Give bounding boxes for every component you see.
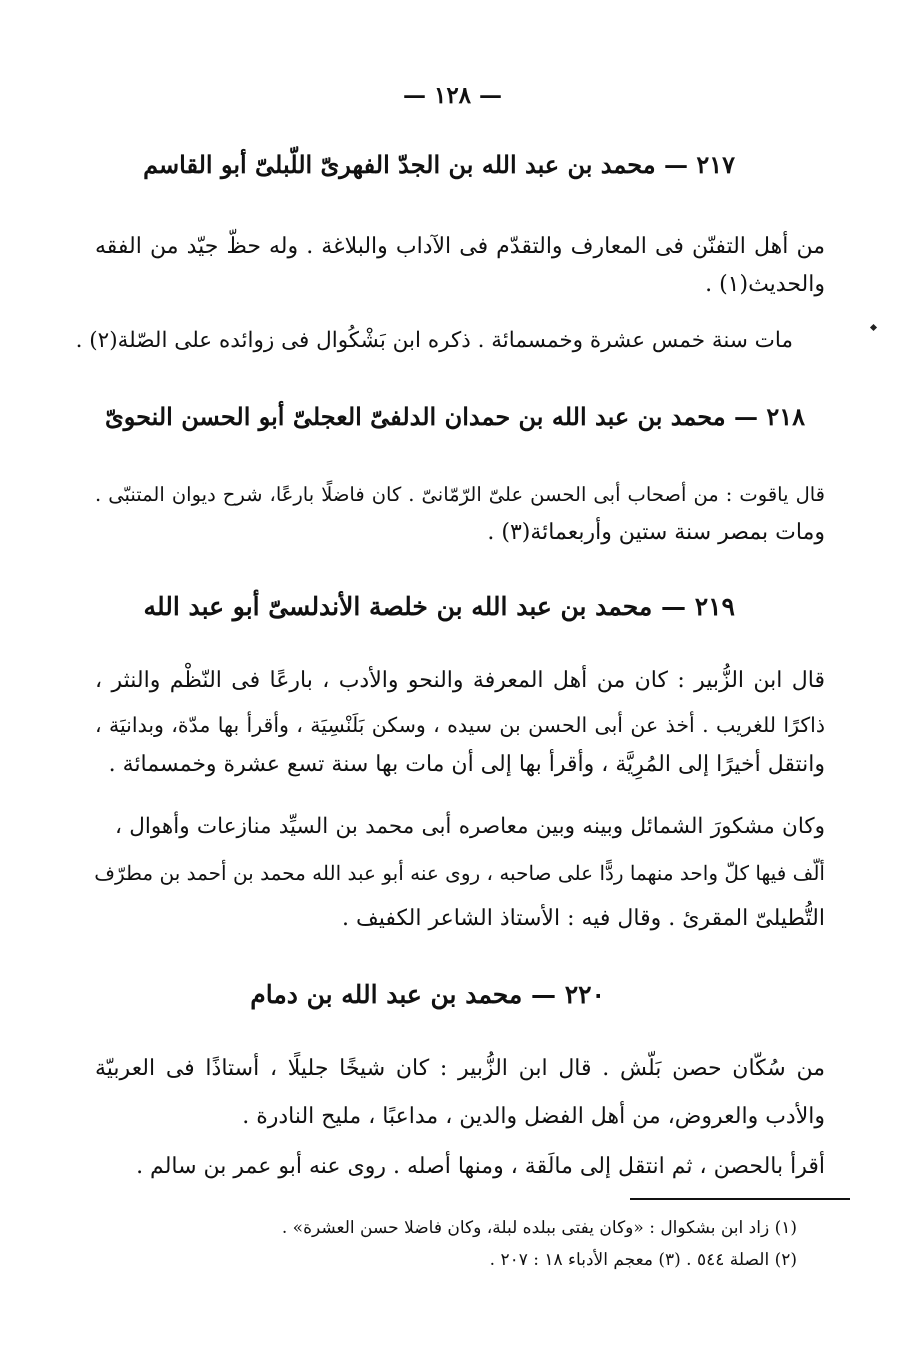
entry-219-line-5: ألّف فيها كلّ واحد منهما ردًّا على صاحبه ، روى عنه أبو عبد الله محمد بن أحمد بن مطرّف	[94, 861, 825, 885]
entry-heading-219: ٢١٩ — محمد بن عبد الله بن خلصة الأندلسىّ أبو عبد الله	[143, 592, 735, 621]
entry-219-line-6: التُّطيلىّ المقرئ . وقال فيه : الأستاذ الشاعر الكفيف .	[341, 906, 825, 931]
entry-219-line-4: وكان مشكورَ الشمائل وبينه وبين معاصره أبى محمد بن السيِّد منازعات وأهوال ،	[115, 814, 825, 839]
entry-218-line-2: ومات بمصر سنة ستين وأربعمائة(٣) .	[487, 520, 825, 545]
entry-heading-220: ٢٢٠ — محمد بن عبد الله بن دمام	[250, 980, 605, 1009]
footnote-1: (١) زاد ابن بشكوال : «وكان يفتى ببلده لبلة، وكان فاضلا حسن العشرة» .	[281, 1218, 797, 1238]
footnote-divider	[630, 1198, 850, 1200]
stray-ink-mark	[870, 324, 877, 331]
entry-219-line-2: ذاكرًا للغريب . أخذ عن أبى الحسن بن سيده ، وسكن بَلَنْسِيَة ، وأقرأ بها مدّة، وبدانيَة ،	[95, 713, 825, 737]
footnote-2-3: (٢) الصلة ٥٤٤ . (٣) معجم الأدباء ١٨ : ٢٠٧ .	[489, 1250, 797, 1270]
entry-220-line-3: أقرأ بالحصن ، ثم انتقل إلى مالَقة ، ومنها أصله . روى عنه أبو عمر بن سالم .	[136, 1154, 825, 1179]
entry-217-line-2: والحديث(١) .	[705, 272, 825, 297]
entry-219-line-1: قال ابن الزُّبير : كان من أهل المعرفة والنحو والأدب ، بارعًا فى النّظْم والنثر ،	[95, 668, 825, 693]
entry-220-line-1: من سُكّان حصن بَلّش . قال ابن الزُّبير : كان شيخًا جليلًا ، أستاذًا فى العربيّة	[95, 1056, 825, 1081]
entry-220-line-2: والأدب والعروض، من أهل الفضل والدين ، مداعبًا ، مليح النادرة .	[242, 1104, 825, 1129]
entry-219-line-3: وانتقل أخيرًا إلى المُرِيَّة ، وأقرأ بها إلى أن مات بها سنة تسع عشرة وخمسمائة .	[108, 752, 825, 777]
entry-heading-218: ٢١٨ — محمد بن عبد الله بن حمدان الدلفىّ العجلىّ أبو الحسن النحوىّ	[104, 402, 805, 431]
entry-heading-217: ٢١٧ — محمد بن عبد الله بن الجدّ الفهرىّ اللّبلىّ أبو القاسم	[143, 150, 735, 179]
entry-217-line-3: مات سنة خمس عشرة وخمسمائة . ذكره ابن بَشْكُوال فى زوائده على الصّلة(٢) .	[75, 328, 793, 353]
page-number: — ١٢٨ —	[402, 82, 503, 109]
entry-218-line-1: قال ياقوت : من أصحاب أبى الحسن علىّ الرّمّانىّ . كان فاضلًا بارعًا، شرح ديوان المتنبّى .	[95, 483, 825, 506]
entry-217-line-1: من أهل التفنّن فى المعارف والتقدّم فى الآداب والبلاغة . وله حظّ جيّد من الفقه	[95, 234, 825, 259]
